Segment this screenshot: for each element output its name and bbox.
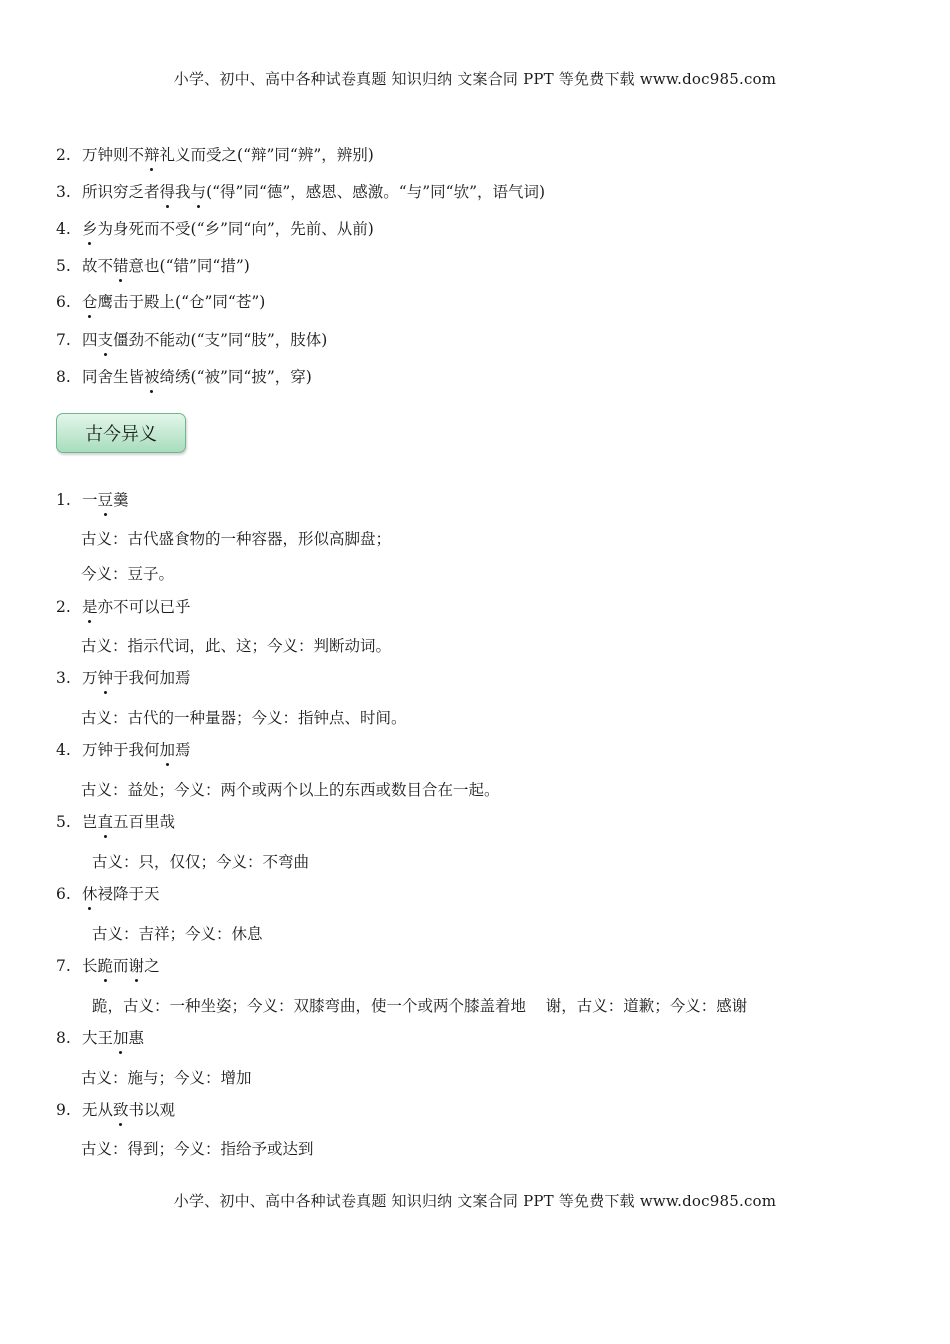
item-number: 6. xyxy=(56,885,71,903)
item-number: 4. xyxy=(56,741,71,759)
gujin-item: 2. 是亦不可以已乎 xyxy=(56,598,191,616)
tongjia-item: 2. 万钟则不辩礼义而受之(“辩”同“辨”，辨别) xyxy=(56,146,374,164)
emphasis-char: 支 xyxy=(97,331,114,349)
gujin-item: 7. 长跪而谢之 xyxy=(56,957,160,975)
emphasis-char: 直 xyxy=(97,813,114,831)
emphasis-char: 休 xyxy=(82,885,98,903)
gujin-item: 3. 万钟于我何加焉 xyxy=(56,669,191,687)
gujin-explanation: 今义：豆子。 xyxy=(81,565,175,583)
tongjia-item: 4. 乡为身死而不受(“乡”同“向”，先前、从前) xyxy=(56,220,374,238)
tongjia-item: 8. 同舍生皆被绮绣(“被”同“披”，穿) xyxy=(56,368,312,386)
emphasis-char: 错 xyxy=(113,257,129,275)
section-title-badge: 古今异义 xyxy=(56,413,186,453)
emphasis-char: 辩 xyxy=(144,146,160,164)
gujin-item: 5. 岂直五百里哉 xyxy=(56,813,176,831)
page-footer: 小学、初中、高中各种试卷真题 知识归纳 文案合同 PPT 等免费下载 www.doc985.com xyxy=(173,1192,777,1210)
gujin-explanation: 古义：只，仅仅；今义：不弯曲 xyxy=(92,853,310,871)
item-number: 2. xyxy=(56,146,71,164)
item-number: 6. xyxy=(56,293,71,311)
item-number: 4. xyxy=(56,220,71,238)
emphasis-char: 与 xyxy=(190,183,207,201)
item-number: 7. xyxy=(56,331,71,349)
item-number: 5. xyxy=(56,257,71,275)
tongjia-item: 6. 仓鹰击于殿上(“仓”同“苍”) xyxy=(56,293,266,311)
emphasis-char: 乡 xyxy=(82,220,98,238)
emphasis-char: 致 xyxy=(113,1101,129,1119)
emphasis-char: 被 xyxy=(144,368,160,386)
item-number: 9. xyxy=(56,1101,71,1119)
emphasis-char: 是 xyxy=(82,598,98,616)
emphasis-char: 钟 xyxy=(97,669,114,687)
item-number: 5. xyxy=(56,813,71,831)
gujin-explanation: 古义：指示代词，此、这；今义：判断动词。 xyxy=(81,637,392,655)
gujin-item: 8. 大王加惠 xyxy=(56,1029,145,1047)
emphasis-char: 得 xyxy=(159,183,176,201)
emphasis-char: 跪 xyxy=(97,957,114,975)
item-number: 2. xyxy=(56,598,71,616)
item-number: 3. xyxy=(56,183,71,201)
gujin-explanation: 古义：吉祥；今义：休息 xyxy=(92,925,263,943)
item-number: 1. xyxy=(56,491,71,509)
emphasis-char: 加 xyxy=(159,741,176,759)
item-number: 8. xyxy=(56,368,71,386)
page-header: 小学、初中、高中各种试卷真题 知识归纳 文案合同 PPT 等免费下载 www.doc985.com xyxy=(173,70,777,88)
gujin-item: 1. 一豆羹 xyxy=(56,491,129,509)
gujin-explanation: 古义：古代盛食物的一种容器，形似高脚盘； xyxy=(81,530,392,548)
gujin-explanation: 古义：施与；今义：增加 xyxy=(81,1069,252,1087)
tongjia-item: 3. 所识穷乏者得我与(“得”同“德”，感恩、感激。“与”同“欤”，语气词) xyxy=(56,183,546,201)
gujin-explanation: 古义：古代的一种量器；今义：指钟点、时间。 xyxy=(81,709,407,727)
emphasis-char: 谢 xyxy=(128,957,145,975)
gujin-explanation: 跪，古义：一种坐姿；今义：双膝弯曲，使一个或两个膝盖着地 谢，古义：道歉；今义：感谢 xyxy=(92,997,748,1015)
tongjia-item: 7. 四支僵劲不能动(“支”同“肢”，肢体) xyxy=(56,331,328,349)
gujin-explanation: 古义：得到；今义：指给予或达到 xyxy=(81,1140,314,1158)
emphasis-char: 豆 xyxy=(97,491,114,509)
tongjia-item: 5. 故不错意也(“错”同“措”) xyxy=(56,257,250,275)
item-number: 3. xyxy=(56,669,71,687)
emphasis-char: 仓 xyxy=(82,293,98,311)
emphasis-char: 加 xyxy=(113,1029,129,1047)
gujin-item: 4. 万钟于我何加焉 xyxy=(56,741,191,759)
gujin-explanation: 古义：益处；今义：两个或两个以上的东西或数目合在一起。 xyxy=(81,781,500,799)
item-number: 8. xyxy=(56,1029,71,1047)
item-number: 7. xyxy=(56,957,71,975)
gujin-item: 9. 无从致书以观 xyxy=(56,1101,176,1119)
gujin-item: 6. 休祲降于天 xyxy=(56,885,160,903)
